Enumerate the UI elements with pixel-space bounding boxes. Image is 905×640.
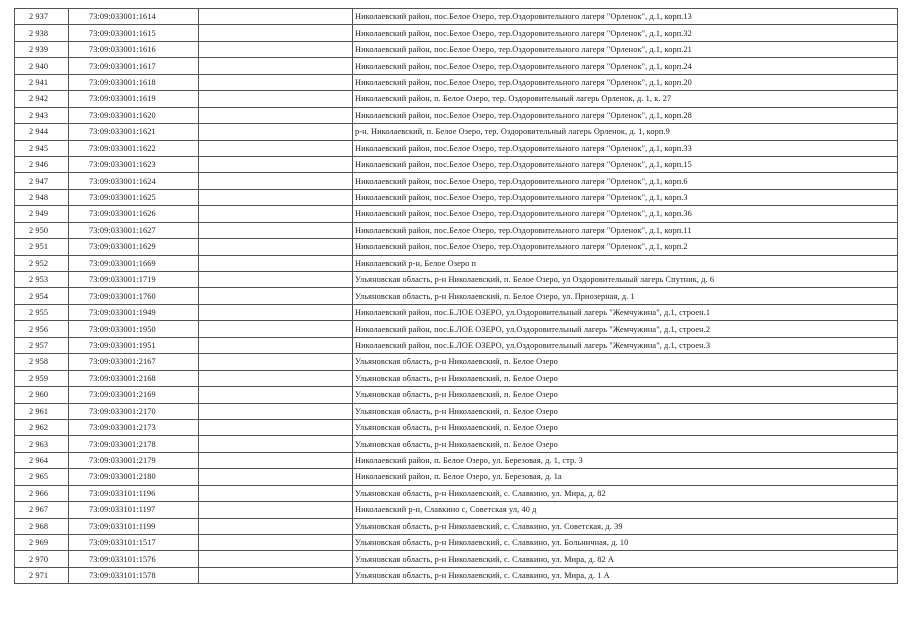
table-row xyxy=(15,567,898,583)
cadastral-number-cell-text: 73:09:033001:1949 xyxy=(89,308,156,318)
address-cell-text: Николаевский район, пос.Б.ЛОЕ ОЗЕРО, ул.Оздоровительный лагерь "Жемчужина", д.1, строен.3 xyxy=(355,340,711,350)
address-cell-text: Николаевский район, пос.Белое Озеро, тер.Оздоровительного лагеря "Орленок", д.1, корп.2 xyxy=(355,242,688,252)
row-number-cell xyxy=(15,25,69,41)
address-cell xyxy=(353,502,898,518)
address-cell xyxy=(353,222,898,238)
empty-cell xyxy=(199,156,353,172)
cadastral-number-cell xyxy=(69,518,199,534)
table-row xyxy=(15,239,898,255)
row-number-cell-text: 2 955 xyxy=(29,308,49,318)
empty-cell xyxy=(199,58,353,74)
row-number-cell-text: 2 952 xyxy=(29,258,49,268)
table-row xyxy=(15,469,898,485)
address-cell xyxy=(353,337,898,353)
cadastral-number-cell xyxy=(69,387,199,403)
address-cell xyxy=(353,272,898,288)
address-cell-text: Николаевский район, пос.Белое Озеро, тер.Оздоровительного лагеря "Орленок", д.1, корп.24 xyxy=(355,61,692,71)
table-row xyxy=(15,74,898,90)
table-row xyxy=(15,255,898,271)
register-table xyxy=(14,8,898,584)
table-row xyxy=(15,387,898,403)
table-row xyxy=(15,189,898,205)
empty-cell xyxy=(199,387,353,403)
empty-cell xyxy=(199,518,353,534)
table-row xyxy=(15,41,898,57)
cadastral-number-cell xyxy=(69,321,199,337)
address-cell-text: Николаевский район, пос.Белое Озеро, тер.Оздоровительного лагеря "Орленок", д.1, корп.11 xyxy=(355,225,692,235)
address-cell xyxy=(353,41,898,57)
row-number-cell-text: 2 956 xyxy=(29,324,49,334)
address-cell xyxy=(353,436,898,452)
empty-cell xyxy=(199,419,353,435)
cadastral-number-cell-text: 73:09:033101:1578 xyxy=(89,571,156,581)
row-number-cell xyxy=(15,288,69,304)
cadastral-number-cell xyxy=(69,354,199,370)
cadastral-number-cell-text: 73:09:033001:1760 xyxy=(89,291,156,301)
empty-cell xyxy=(199,272,353,288)
address-cell xyxy=(353,239,898,255)
row-number-cell-text: 2 943 xyxy=(29,110,49,120)
cadastral-number-cell xyxy=(69,107,199,123)
empty-cell xyxy=(199,107,353,123)
row-number-cell-text: 2 969 xyxy=(29,538,49,548)
address-cell xyxy=(353,25,898,41)
row-number-cell-text: 2 950 xyxy=(29,225,49,235)
cadastral-number-cell xyxy=(69,469,199,485)
address-cell xyxy=(353,321,898,337)
table-row xyxy=(15,140,898,156)
cadastral-number-cell-text: 73:09:033001:1614 xyxy=(89,12,156,22)
empty-cell xyxy=(199,304,353,320)
cadastral-number-cell xyxy=(69,272,199,288)
cadastral-number-cell-text: 73:09:033001:1950 xyxy=(89,324,156,334)
empty-cell xyxy=(199,321,353,337)
address-cell-text: Ульяновская область, р-н Николаевский, с. Славкино, ул. Мира, д. 1 А xyxy=(355,571,610,581)
row-number-cell-text: 2 960 xyxy=(29,390,49,400)
empty-cell xyxy=(199,485,353,501)
empty-cell xyxy=(199,140,353,156)
row-number-cell-text: 2 940 xyxy=(29,61,49,71)
empty-cell xyxy=(199,25,353,41)
row-number-cell-text: 2 959 xyxy=(29,373,49,383)
address-cell-text: Николаевский район, пос.Белое Озеро, тер.Оздоровительного лагеря "Орленок", д.1, корп.20 xyxy=(355,77,692,87)
address-cell-text: р-н. Николаевский, п. Белое Озеро, тер. Оздоровительный лагерь Орленок, д. 1, корп.9 xyxy=(355,127,670,137)
row-number-cell xyxy=(15,9,69,25)
row-number-cell xyxy=(15,337,69,353)
table-row xyxy=(15,206,898,222)
address-cell-text: Николаевский р-н, Белое Озеро п xyxy=(355,258,477,268)
address-cell-text: Ульяновская область, р-н Николаевский, с. Славкино, ул. Советская, д. 39 xyxy=(355,521,623,531)
cadastral-number-cell-text: 73:09:033001:1615 xyxy=(89,28,156,38)
row-number-cell xyxy=(15,403,69,419)
row-number-cell xyxy=(15,535,69,551)
row-number-cell xyxy=(15,255,69,271)
address-cell-text: Николаевский р-н, Славкино с, Советская ул, 40 д xyxy=(355,505,537,515)
address-cell xyxy=(353,354,898,370)
address-cell-text: Ульяновская область, р-н Николаевский, п. Белое Озеро xyxy=(355,390,558,400)
row-number-cell xyxy=(15,419,69,435)
empty-cell xyxy=(199,502,353,518)
address-cell-text: Ульяновская область, р-н Николаевский, п. Белое Озеро, ул. Приозерная, д. 1 xyxy=(355,291,635,301)
address-cell xyxy=(353,387,898,403)
cadastral-number-cell-text: 73:09:033001:1616 xyxy=(89,45,156,55)
table-row xyxy=(15,502,898,518)
cadastral-number-cell-text: 73:09:033001:1622 xyxy=(89,143,156,153)
row-number-cell xyxy=(15,567,69,583)
row-number-cell xyxy=(15,58,69,74)
empty-cell xyxy=(199,288,353,304)
row-number-cell xyxy=(15,206,69,222)
row-number-cell xyxy=(15,222,69,238)
cadastral-number-cell-text: 73:09:033001:1669 xyxy=(89,258,156,268)
table-row xyxy=(15,9,898,25)
cadastral-number-cell xyxy=(69,419,199,435)
address-cell xyxy=(353,288,898,304)
address-cell xyxy=(353,255,898,271)
address-cell-text: Ульяновская область, р-н Николаевский, п. Белое Озеро xyxy=(355,406,558,416)
table-row xyxy=(15,288,898,304)
row-number-cell-text: 2 954 xyxy=(29,291,49,301)
cadastral-number-cell-text: 73:09:033001:1617 xyxy=(89,61,156,71)
cadastral-number-cell-text: 73:09:033001:2179 xyxy=(89,456,156,466)
cadastral-number-cell xyxy=(69,485,199,501)
row-number-cell-text: 2 942 xyxy=(29,94,49,104)
row-number-cell xyxy=(15,173,69,189)
address-cell-text: Николаевский район, пос.Белое Озеро, тер.Оздоровительного лагеря "Орленок", д.1, корп.3 xyxy=(355,193,688,203)
cadastral-number-cell-text: 73:09:033001:2170 xyxy=(89,406,156,416)
row-number-cell xyxy=(15,518,69,534)
register-table-body xyxy=(15,9,898,584)
address-cell xyxy=(353,419,898,435)
table-row xyxy=(15,304,898,320)
empty-cell xyxy=(199,206,353,222)
address-cell xyxy=(353,124,898,140)
address-cell xyxy=(353,551,898,567)
table-row xyxy=(15,25,898,41)
table-row xyxy=(15,156,898,172)
address-cell-text: Николаевский район, пос.Б.ЛОЕ ОЗЕРО, ул.Оздоровительный лагерь "Жемчужина", д.1, строен.1 xyxy=(355,308,711,318)
empty-cell xyxy=(199,354,353,370)
row-number-cell-text: 2 945 xyxy=(29,143,49,153)
cadastral-number-cell-text: 73:09:033001:1719 xyxy=(89,275,156,285)
address-cell-text: Николаевский район, пос.Белое Озеро, тер.Оздоровительного лагеря "Орленок", д.1, корп.15 xyxy=(355,160,692,170)
cadastral-number-cell-text: 73:09:033101:1576 xyxy=(89,554,156,564)
cadastral-number-cell-text: 73:09:033101:1196 xyxy=(89,488,156,498)
row-number-cell xyxy=(15,502,69,518)
cadastral-number-cell-text: 73:09:033001:1623 xyxy=(89,160,156,170)
cadastral-number-cell xyxy=(69,222,199,238)
address-cell xyxy=(353,58,898,74)
address-cell xyxy=(353,156,898,172)
row-number-cell-text: 2 938 xyxy=(29,28,49,38)
cadastral-number-cell xyxy=(69,551,199,567)
cadastral-number-cell-text: 73:09:033001:1951 xyxy=(89,340,156,350)
address-cell xyxy=(353,107,898,123)
row-number-cell xyxy=(15,354,69,370)
row-number-cell-text: 2 967 xyxy=(29,505,49,515)
row-number-cell xyxy=(15,370,69,386)
row-number-cell xyxy=(15,469,69,485)
cadastral-number-cell xyxy=(69,206,199,222)
table-row xyxy=(15,321,898,337)
cadastral-number-cell-text: 73:09:033101:1517 xyxy=(89,538,156,548)
row-number-cell xyxy=(15,41,69,57)
table-row xyxy=(15,107,898,123)
row-number-cell xyxy=(15,91,69,107)
address-cell-text: Николаевский район, пос.Белое Озеро, тер.Оздоровительного лагеря "Орленок", д.1, корп.21 xyxy=(355,45,692,55)
cadastral-number-cell xyxy=(69,25,199,41)
table-row xyxy=(15,485,898,501)
table-row xyxy=(15,124,898,140)
row-number-cell xyxy=(15,387,69,403)
cadastral-number-cell xyxy=(69,58,199,74)
address-cell xyxy=(353,485,898,501)
cadastral-number-cell-text: 73:09:033101:1197 xyxy=(89,505,156,515)
empty-cell xyxy=(199,41,353,57)
address-cell xyxy=(353,535,898,551)
row-number-cell-text: 2 949 xyxy=(29,209,49,219)
row-number-cell xyxy=(15,485,69,501)
cadastral-number-cell-text: 73:09:033001:1619 xyxy=(89,94,156,104)
row-number-cell-text: 2 962 xyxy=(29,423,49,433)
row-number-cell-text: 2 957 xyxy=(29,340,49,350)
row-number-cell-text: 2 941 xyxy=(29,77,49,87)
row-number-cell-text: 2 948 xyxy=(29,193,49,203)
address-cell-text: Николаевский район, п. Белое Озеро, тер. Оздоровительный лагерь Орленок, д. 1, к. 27 xyxy=(355,94,672,104)
address-cell-text: Николаевский район, п. Белое Озеро, ул. Березовая, д. 1а xyxy=(355,472,562,482)
cadastral-number-cell xyxy=(69,41,199,57)
address-cell-text: Николаевский район, пос.Белое Озеро, тер.Оздоровительного лагеря "Орленок", д.1, корп.33 xyxy=(355,143,692,153)
row-number-cell xyxy=(15,551,69,567)
address-cell xyxy=(353,304,898,320)
row-number-cell xyxy=(15,239,69,255)
cadastral-number-cell-text: 73:09:033001:2167 xyxy=(89,357,156,367)
row-number-cell-text: 2 966 xyxy=(29,488,49,498)
address-cell-text: Николаевский район, пос.Белое Озеро, тер.Оздоровительного лагеря "Орленок", д.1, корп.32 xyxy=(355,28,692,38)
table-row xyxy=(15,354,898,370)
row-number-cell xyxy=(15,452,69,468)
row-number-cell-text: 2 970 xyxy=(29,554,49,564)
table-row xyxy=(15,518,898,534)
cadastral-number-cell xyxy=(69,173,199,189)
row-number-cell xyxy=(15,189,69,205)
row-number-cell xyxy=(15,74,69,90)
table-row xyxy=(15,403,898,419)
cadastral-number-cell xyxy=(69,567,199,583)
cadastral-number-cell-text: 73:09:033001:2180 xyxy=(89,472,156,482)
empty-cell xyxy=(199,91,353,107)
cadastral-number-cell-text: 73:09:033001:1627 xyxy=(89,225,156,235)
cadastral-number-cell xyxy=(69,535,199,551)
address-cell xyxy=(353,189,898,205)
address-cell xyxy=(353,518,898,534)
cadastral-number-cell xyxy=(69,502,199,518)
row-number-cell-text: 2 944 xyxy=(29,127,49,137)
row-number-cell xyxy=(15,304,69,320)
cadastral-number-cell xyxy=(69,91,199,107)
empty-cell xyxy=(199,173,353,189)
cadastral-number-cell xyxy=(69,189,199,205)
table-row xyxy=(15,222,898,238)
table-row xyxy=(15,551,898,567)
table-row xyxy=(15,370,898,386)
cadastral-number-cell xyxy=(69,403,199,419)
address-cell xyxy=(353,74,898,90)
empty-cell xyxy=(199,337,353,353)
cadastral-number-cell xyxy=(69,124,199,140)
row-number-cell xyxy=(15,321,69,337)
address-cell-text: Ульяновская область, р-н Николаевский, с. Славкино, ул. Мира, д. 82 А xyxy=(355,554,614,564)
address-cell xyxy=(353,567,898,583)
row-number-cell xyxy=(15,124,69,140)
cadastral-number-cell xyxy=(69,337,199,353)
cadastral-number-cell xyxy=(69,304,199,320)
table-row xyxy=(15,173,898,189)
table-row xyxy=(15,452,898,468)
cadastral-number-cell xyxy=(69,74,199,90)
empty-cell xyxy=(199,551,353,567)
row-number-cell xyxy=(15,156,69,172)
address-cell xyxy=(353,9,898,25)
table-row xyxy=(15,419,898,435)
cadastral-number-cell xyxy=(69,436,199,452)
address-cell xyxy=(353,173,898,189)
row-number-cell xyxy=(15,272,69,288)
row-number-cell-text: 2 968 xyxy=(29,521,49,531)
empty-cell xyxy=(199,436,353,452)
cadastral-number-cell-text: 73:09:033101:1199 xyxy=(89,521,156,531)
row-number-cell-text: 2 953 xyxy=(29,275,49,285)
cadastral-number-cell-text: 73:09:033001:1618 xyxy=(89,77,156,87)
cadastral-number-cell xyxy=(69,255,199,271)
cadastral-number-cell-text: 73:09:033001:2178 xyxy=(89,439,156,449)
row-number-cell xyxy=(15,140,69,156)
empty-cell xyxy=(199,403,353,419)
cadastral-number-cell-text: 73:09:033001:1621 xyxy=(89,127,156,137)
cadastral-number-cell-text: 73:09:033001:1624 xyxy=(89,176,156,186)
row-number-cell-text: 2 964 xyxy=(29,456,49,466)
address-cell-text: Ульяновская область, р-н Николаевский, п. Белое Озеро xyxy=(355,357,558,367)
empty-cell xyxy=(199,567,353,583)
empty-cell xyxy=(199,535,353,551)
cadastral-number-cell-text: 73:09:033001:2169 xyxy=(89,390,156,400)
empty-cell xyxy=(199,239,353,255)
row-number-cell-text: 2 947 xyxy=(29,176,49,186)
row-number-cell-text: 2 961 xyxy=(29,406,49,416)
table-row xyxy=(15,337,898,353)
address-cell-text: Николаевский район, пос.Белое Озеро, тер.Оздоровительного лагеря "Орленок", д.1, корп.6 xyxy=(355,176,688,186)
cadastral-number-cell xyxy=(69,239,199,255)
address-cell-text: Николаевский район, пос.Белое Озеро, тер.Оздоровительного лагеря "Орленок", д.1, корп.28 xyxy=(355,110,692,120)
empty-cell xyxy=(199,370,353,386)
row-number-cell-text: 2 958 xyxy=(29,357,49,367)
address-cell-text: Ульяновская область, р-н Николаевский, п. Белое Озеро xyxy=(355,439,558,449)
empty-cell xyxy=(199,222,353,238)
address-cell xyxy=(353,403,898,419)
cadastral-number-cell-text: 73:09:033001:1620 xyxy=(89,110,156,120)
empty-cell xyxy=(199,124,353,140)
table-row xyxy=(15,58,898,74)
empty-cell xyxy=(199,452,353,468)
address-cell xyxy=(353,452,898,468)
address-cell-text: Николаевский район, пос.Белое Озеро, тер.Оздоровительного лагеря "Орленок", д.1, корп.36 xyxy=(355,209,692,219)
cadastral-number-cell-text: 73:09:033001:1625 xyxy=(89,193,156,203)
address-cell xyxy=(353,469,898,485)
cadastral-number-cell xyxy=(69,370,199,386)
address-cell-text: Николаевский район, пос.Б.ЛОЕ ОЗЕРО, ул.Оздоровительный лагерь "Жемчужина", д.1, строен.2 xyxy=(355,324,711,334)
address-cell-text: Ульяновская область, р-н Николаевский, п. Белое Озеро, ул Оздоровительный лагерь Спутник, д. 6 xyxy=(355,275,715,285)
address-cell xyxy=(353,91,898,107)
row-number-cell xyxy=(15,107,69,123)
row-number-cell-text: 2 963 xyxy=(29,439,49,449)
address-cell-text: Ульяновская область, р-н Николаевский, с. Славкино, ул. Больничная, д. 10 xyxy=(355,538,629,548)
cadastral-number-cell-text: 73:09:033001:1626 xyxy=(89,209,156,219)
address-cell-text: Николаевский район, п. Белое Озеро, ул. Березовая, д. 1, стр. 3 xyxy=(355,456,583,466)
address-cell-text: Ульяновская область, р-н Николаевский, п. Белое Озеро xyxy=(355,373,558,383)
cadastral-number-cell xyxy=(69,140,199,156)
row-number-cell-text: 2 951 xyxy=(29,242,49,252)
address-cell xyxy=(353,370,898,386)
empty-cell xyxy=(199,255,353,271)
address-cell xyxy=(353,206,898,222)
empty-cell xyxy=(199,9,353,25)
row-number-cell-text: 2 946 xyxy=(29,160,49,170)
table-row xyxy=(15,91,898,107)
cadastral-number-cell xyxy=(69,156,199,172)
cadastral-number-cell xyxy=(69,452,199,468)
row-number-cell xyxy=(15,436,69,452)
row-number-cell-text: 2 971 xyxy=(29,571,49,581)
row-number-cell-text: 2 939 xyxy=(29,45,49,55)
table-row xyxy=(15,272,898,288)
address-cell-text: Николаевский район, пос.Белое Озеро, тер.Оздоровительного лагеря "Орленок", д.1, корп.13 xyxy=(355,12,692,22)
cadastral-number-cell xyxy=(69,288,199,304)
address-cell-text: Ульяновская область, р-н Николаевский, с. Славкино, ул. Мира, д. 82 xyxy=(355,488,606,498)
table-row xyxy=(15,535,898,551)
table-row xyxy=(15,436,898,452)
cadastral-number-cell-text: 73:09:033001:2168 xyxy=(89,373,156,383)
cadastral-number-cell-text: 73:09:033001:1629 xyxy=(89,242,156,252)
row-number-cell-text: 2 965 xyxy=(29,472,49,482)
address-cell xyxy=(353,140,898,156)
empty-cell xyxy=(199,189,353,205)
cadastral-number-cell-text: 73:09:033001:2173 xyxy=(89,423,156,433)
empty-cell xyxy=(199,469,353,485)
address-cell-text: Ульяновская область, р-н Николаевский, п. Белое Озеро xyxy=(355,423,558,433)
cadastral-number-cell xyxy=(69,9,199,25)
empty-cell xyxy=(199,74,353,90)
row-number-cell-text: 2 937 xyxy=(29,12,49,22)
